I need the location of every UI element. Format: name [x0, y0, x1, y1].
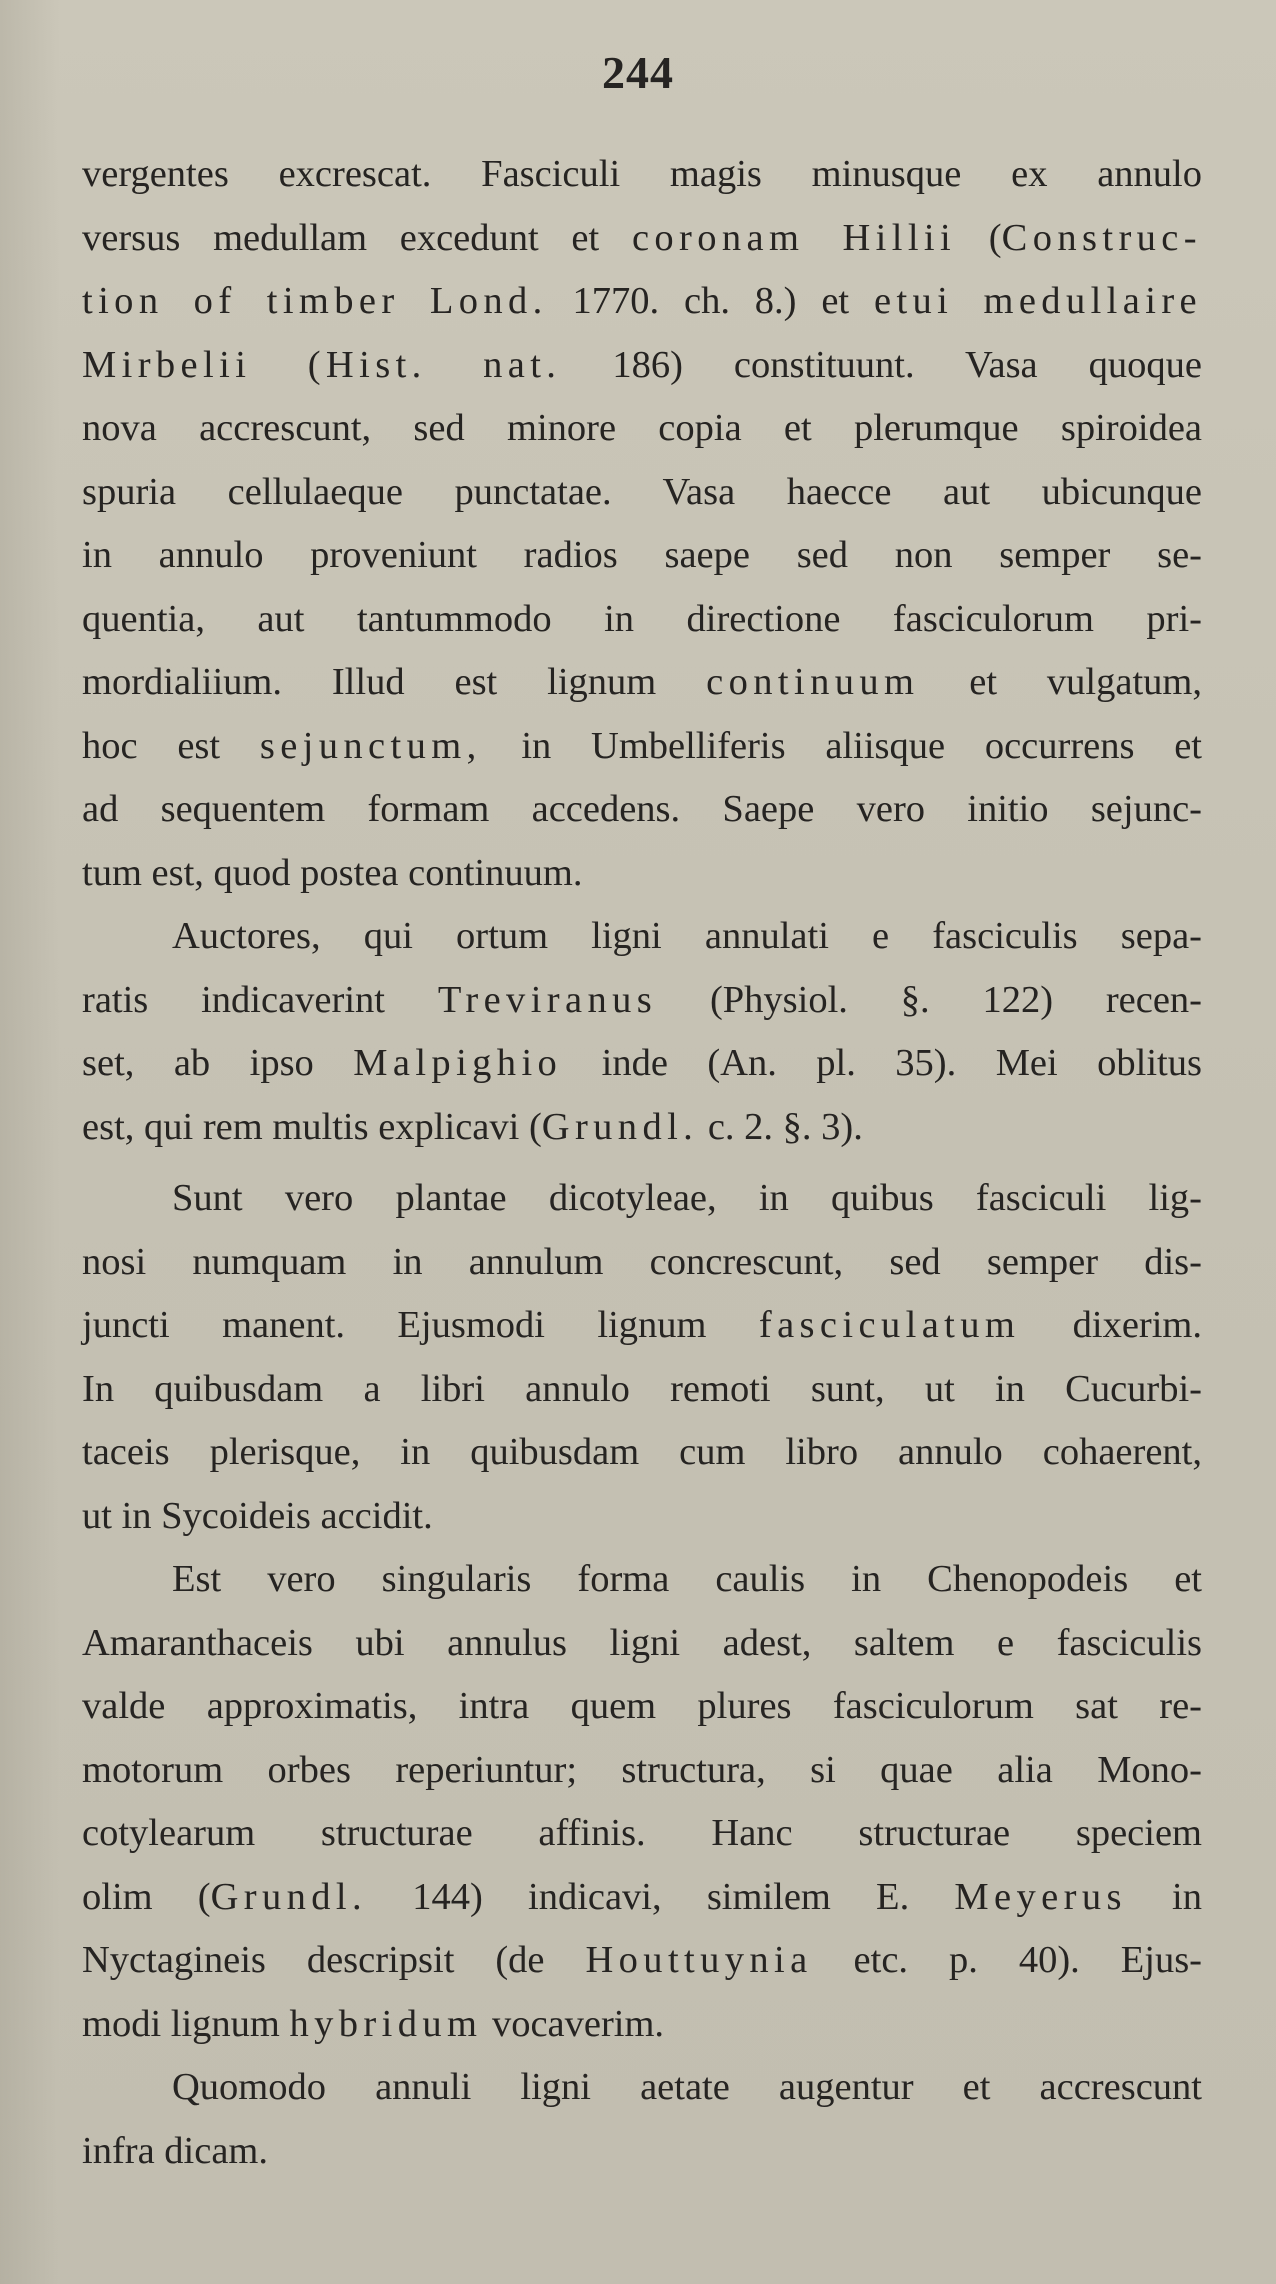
text-segment: Nyctagineis descripsit (de [82, 1939, 586, 1981]
text-segment: 1770. ch. 8.) et [547, 280, 874, 322]
page-fold-shadow [0, 0, 60, 2284]
spaced-emphasis-text: Treviranus [437, 978, 658, 1021]
text-segment: Amaranthaceis ubi annulus ligni adest, saltem e fasciculis [82, 1621, 1202, 1664]
text-line [82, 1167, 1202, 1231]
text-segment: ( [956, 216, 1002, 259]
text-segment: taceis plerisque, in quibusdam cum libro annulo cohaerent, [82, 1431, 1202, 1473]
spaced-emphasis-text: Malpighio [353, 1042, 563, 1084]
spaced-emphasis-text: Mirbelii (Hist. nat. [82, 343, 562, 386]
text-line [82, 651, 1202, 715]
spaced-emphasis-text: Construc- [1001, 216, 1202, 259]
text-segment: Quomodo annuli ligni aetate augentur et accrescunt [172, 2066, 1202, 2108]
text-segment: ad sequentem formam accedens. Saepe vero initio sejunc- [82, 788, 1202, 830]
text-segment: ut in Sycoideis accidit. [82, 1494, 433, 1537]
text-line [82, 334, 1202, 398]
text-segment: dixerim. [1020, 1304, 1202, 1346]
text-segment: (Physiol. §. 122) recen- [657, 978, 1203, 1021]
text-line [82, 778, 1202, 842]
text-segment: est, qui rem multis explicavi ( [82, 1105, 542, 1148]
text-line [82, 1612, 1202, 1676]
text-segment: in Umbelliferis aliisque occurrens et [481, 724, 1202, 767]
spaced-emphasis-text: fasciculatum [758, 1304, 1021, 1346]
text-segment: in annulo proveniunt radios saepe sed non semper se- [82, 534, 1202, 576]
text-segment: quentia, aut tantummodo in directione fasciculorum pri- [82, 597, 1202, 640]
text-line [82, 1802, 1202, 1866]
spaced-emphasis-text: etui medullaire [873, 280, 1203, 322]
spaced-emphasis-text: Grundl. [541, 1105, 699, 1148]
text-segment: olim ( [82, 1875, 211, 1918]
text-line [82, 1294, 1202, 1358]
text-line [82, 905, 1202, 969]
text-segment: modi lignum [82, 2002, 290, 2045]
text-segment: 186) constituunt. Vasa quoque [561, 343, 1202, 386]
text-segment: valde approximatis, intra quem plures fasciculorum sat re- [82, 1685, 1202, 1727]
text-segment: et vulgatum, [919, 661, 1202, 703]
text-line [82, 1421, 1202, 1485]
spaced-emphasis-text: continuum [706, 661, 920, 703]
text-segment: set, ab ipso [82, 1042, 354, 1084]
text-segment: in [1126, 1875, 1202, 1918]
text-line [82, 1485, 1202, 1549]
text-segment: hoc est [82, 724, 260, 767]
text-segment: juncti manent. Ejusmodi lignum [82, 1304, 759, 1346]
text-line [82, 969, 1202, 1033]
text-segment: nosi numquam in annulum concrescunt, sed semper dis- [82, 1240, 1202, 1283]
text-segment: vergentes excrescat. Fasciculi magis minusque ex annulo [82, 153, 1202, 195]
text-line [82, 1358, 1202, 1422]
text-line [82, 143, 1202, 207]
text-segment: mordialiium. Illud est lignum [82, 661, 707, 703]
text-line [82, 588, 1202, 652]
text-line [82, 270, 1202, 334]
page-number: 244 [602, 47, 674, 98]
text-line [82, 207, 1202, 271]
text-segment: motorum orbes reperiuntur; structura, si quae alia Mono- [82, 1748, 1202, 1791]
text-segment: 144) indicavi, similem E. [367, 1875, 955, 1918]
text-line [82, 1032, 1202, 1096]
text-segment: spuria cellulaeque punctatae. Vasa haecce aut ubicunque [82, 470, 1202, 513]
text-segment: tum est, quod postea continuum. [82, 851, 583, 894]
text-segment: Est vero singularis forma caulis in Chenopodeis et [172, 1558, 1202, 1600]
text-segment: ratis indicaverint [82, 978, 438, 1021]
text-segment: cotylearum structurae affinis. Hanc structurae speciem [82, 1812, 1202, 1854]
spaced-emphasis-text: Houttuynia [585, 1939, 813, 1981]
spaced-emphasis-text: sejunctum, [259, 724, 482, 767]
text-line [82, 1739, 1202, 1803]
text-line [82, 524, 1202, 588]
text-line [82, 2120, 1202, 2184]
text-segment: versus medullam excedunt et [82, 216, 632, 259]
text-line [82, 461, 1202, 525]
text-segment: Sunt vero plantae dicotyleae, in quibus fasciculi lig- [172, 1177, 1202, 1219]
text-segment: Auctores, qui ortum ligni annulati e fasciculis sepa- [172, 915, 1202, 957]
text-segment: In quibusdam a libri annulo remoti sunt, ut in Cucurbi- [82, 1367, 1202, 1410]
text-line [82, 1096, 1202, 1160]
text-segment: inde (An. pl. 35). Mei oblitus [562, 1042, 1202, 1084]
text-line [82, 1929, 1202, 1993]
text-segment: c. 2. §. 3). [698, 1105, 863, 1148]
spaced-emphasis-text: coronam Hillii [631, 216, 957, 259]
text-line [82, 1866, 1202, 1930]
text-line [82, 1231, 1202, 1295]
text-segment: infra dicam. [82, 2129, 268, 2172]
spaced-emphasis-text: tion of timber Lond. [82, 280, 548, 322]
text-segment: vocaverim. [482, 2002, 665, 2045]
spaced-emphasis-text: hybridum [289, 2002, 483, 2045]
text-line [82, 1548, 1202, 1612]
text-line [82, 2056, 1202, 2120]
text-segment: nova accrescunt, sed minore copia et plerumque spiroidea [82, 407, 1202, 449]
text-line [82, 1993, 1202, 2057]
text-line [82, 397, 1202, 461]
text-line [82, 715, 1202, 779]
body-text [82, 143, 1202, 2183]
spaced-emphasis-text: Meyerus [954, 1875, 1127, 1918]
text-segment: etc. p. 40). Ejus- [812, 1939, 1202, 1981]
spaced-emphasis-text: Grundl. [210, 1875, 368, 1918]
text-line [82, 1675, 1202, 1739]
text-line [82, 842, 1202, 906]
